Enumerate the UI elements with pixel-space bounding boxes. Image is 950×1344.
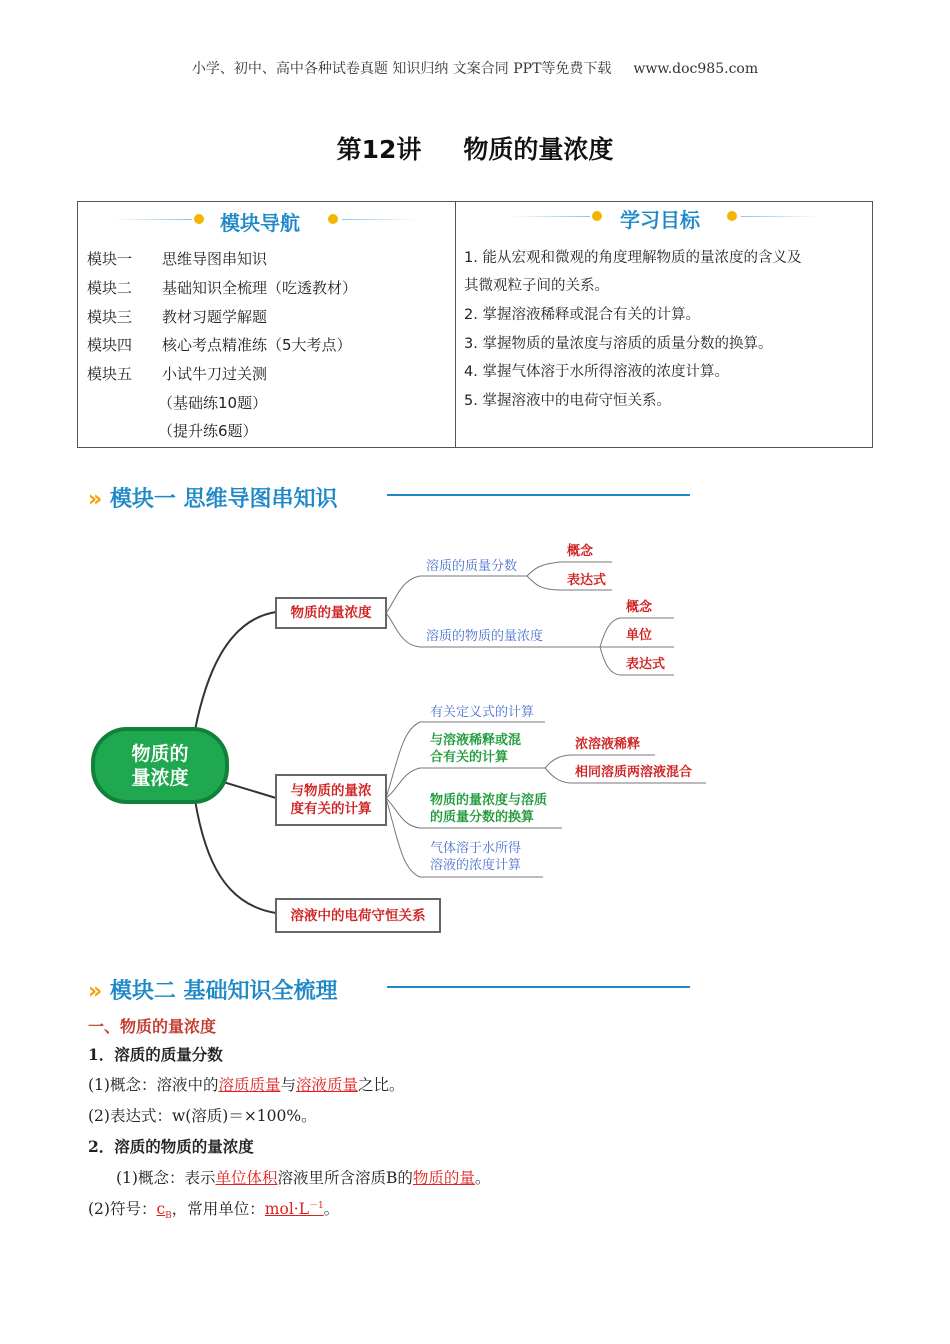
text: (1)概念：溶液中的 [88,1076,219,1094]
node-line: 与溶液稀释或混 [430,733,522,748]
answer-blank: 溶质质量 [218,1076,281,1094]
unit: mol·L [264,1200,310,1218]
branch-calculation [275,774,387,826]
node-line: 物质的量浓度与溶质 [430,793,548,808]
double-chevron-icon: » [88,979,103,1004]
heading-molar-concentration: 2．溶质的物质的量浓度 [88,1137,254,1156]
lecture-topic: 物质的量浓度 [463,135,614,164]
text: 溶液里所含溶质B的 [277,1169,413,1187]
goal-item: 2. 掌握溶液稀释或混合有关的计算。 [464,307,700,323]
superscript: －1 [309,1200,324,1211]
node-line: 的质量分数的换算 [430,810,535,825]
node-molar-expression: 表达式 [626,657,666,672]
para-mass-expression: (2)表达式：w(溶质)＝×100%。 [88,1107,317,1125]
node-molar-concept: 概念 [626,600,653,615]
lecture-number: 第12讲 [336,135,422,164]
text: 与 [280,1076,296,1094]
node-mass-expression: 表达式 [567,573,607,588]
goal-item: 4. 掌握气体溶于水所得溶液的浓度计算。 [464,364,729,380]
para-molar-symbol [88,1197,339,1221]
module-num: 模块二 [87,279,133,297]
branch-line: 度有关的计算 [290,801,372,817]
subsection-title: 一、物质的量浓度 [88,1017,217,1036]
connector-root-b1 [195,612,276,730]
node-gas-dissolution [430,840,521,874]
text: 之比。 [358,1076,405,1094]
node-line: 气体溶于水所得 [430,841,522,856]
heading-mass-fraction: 1．溶质的质量分数 [88,1045,223,1064]
node-definition-calc: 有关定义式的计算 [430,705,535,720]
branch-concentration: 物质的量浓度 [275,597,387,629]
node-line: 合有关的计算 [430,750,509,765]
root-line: 物质的 [131,742,189,765]
section-heading-2 [88,974,338,1005]
para-mass-concept [88,1073,405,1095]
module-num: 模块三 [87,308,133,326]
text: 。 [474,1169,491,1187]
answer-blank: 物质的量 [412,1169,475,1187]
text: (2)符号： [88,1200,157,1218]
module-name[interactable]: 核心考点精准练（5大考点） [162,336,352,354]
branch-charge-conservation: 溶液中的电荷守恒关系 [275,898,441,933]
symbol: c [156,1200,166,1218]
module-name[interactable]: 思维导图串知识 [162,250,268,268]
node-molar-concentration: 溶质的物质的量浓度 [426,629,544,644]
root-line: 量浓度 [131,766,189,789]
banner-text: 小学、初中、高中各种试卷真题 知识归纳 文案合同 PPT等免费下载 [191,61,612,77]
double-chevron-icon: » [88,487,103,512]
banner-url[interactable]: www.doc985.com [633,61,759,77]
module-name[interactable]: 教材习题学解题 [162,308,268,326]
node-molar-unit: 单位 [626,628,653,643]
module-num: 模块一 [87,250,133,268]
symbol-cb [156,1200,172,1222]
section-title: 模块二 基础知识全梳理 [109,979,338,1004]
module-num: 模块五 [87,365,133,383]
text: (1)概念：表示 [116,1169,216,1187]
answer-blank: 溶液质量 [296,1076,359,1094]
unit-mol-per-l [265,1200,324,1218]
connector-root-b3 [195,800,276,913]
subscript: B [165,1211,172,1222]
text: 。 [323,1200,340,1218]
connector-b1-mass [386,576,527,613]
nav-heading: 模块导航 [220,211,300,235]
branch-line: 与物质的量浓 [290,783,372,799]
node-mass-concept: 概念 [567,544,594,559]
node-dilution-calc [430,732,521,766]
text: ，常用单位： [171,1200,265,1218]
node-line: 溶液的浓度计算 [430,858,522,873]
module-num: 模块四 [87,336,133,354]
node-concentrated-dilution: 浓溶液稀释 [575,737,641,752]
module-name[interactable]: 小试牛刀过关测 [162,365,268,383]
section-rule [387,986,690,988]
section-title: 模块一 思维导图串知识 [109,487,338,512]
node-mass-fraction: 溶质的质量分数 [426,559,518,574]
node-conversion [430,792,547,826]
goal-item: 3. 掌握物质的量浓度与溶质的质量分数的换算。 [464,336,773,352]
module-extra: （提升练6题） [158,422,258,440]
goal-heading: 学习目标 [620,208,700,232]
node-same-solute-mixing: 相同溶质两溶液混合 [575,765,693,780]
goal-item: 1. 能从宏观和微观的角度理解物质的量浓度的含义及 [464,250,802,266]
module-name[interactable]: 基础知识全梳理（吃透教材） [162,279,358,297]
para-molar-concept [116,1166,490,1188]
answer-blank: 单位体积 [215,1169,278,1187]
goal-item: 其微观粒子间的关系。 [464,278,609,294]
goal-item: 5. 掌握溶液中的电荷守恒关系。 [464,393,671,409]
module-extra: （基础练10题） [158,394,268,412]
mindmap-root [91,727,229,804]
